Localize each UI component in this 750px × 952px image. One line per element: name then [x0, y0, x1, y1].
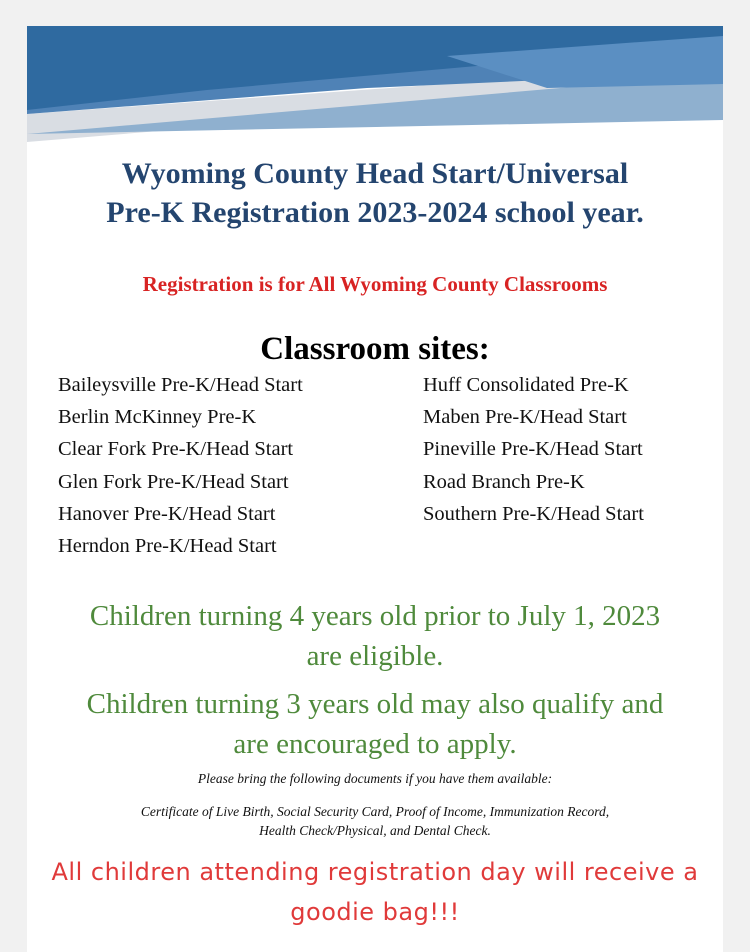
- goodie-bag-note: [27, 852, 723, 932]
- goodie-line: All children attending registration day will receive a: [51, 858, 699, 886]
- eligibility-age-4: [27, 596, 723, 676]
- site-item: Huff Consolidated Pre-K: [423, 374, 629, 396]
- flyer-page: [27, 26, 723, 952]
- site-item: Baileysville Pre-K/Head Start: [58, 374, 303, 396]
- registration-note: Registration is for All Wyoming County Classrooms: [142, 272, 608, 296]
- site-item: Road Branch Pre-K: [423, 470, 585, 493]
- site-item: Hanover Pre-K/Head Start: [58, 502, 276, 525]
- page-title: [27, 154, 723, 232]
- documents-intro: Please bring the following documents if you have them available:: [197, 771, 553, 786]
- site-item: Pineville Pre-K/Head Start: [423, 438, 643, 461]
- site-item: Maben Pre-K/Head Start: [423, 406, 627, 429]
- eligibility-line: Children turning 3 years old may also qualify and: [86, 688, 664, 720]
- documents-line: Health Check/Physical, and Dental Check.: [259, 823, 491, 838]
- site-item: Berlin McKinney Pre-K: [58, 406, 257, 429]
- site-item: Clear Fork Pre-K/Head Start: [58, 438, 294, 461]
- documents-list: [27, 802, 723, 840]
- documents-line: Certificate of Live Birth, Social Security Card, Proof of Income, Immunization Record,: [140, 804, 610, 819]
- title-line-2: Pre-K Registration 2023-2024 school year.: [106, 196, 644, 229]
- goodie-line: goodie bag!!!: [290, 898, 460, 926]
- site-item: Herndon Pre-K/Head Start: [58, 534, 277, 557]
- eligibility-line: Children turning 4 years old prior to July 1, 2023: [89, 600, 661, 632]
- title-line-1: Wyoming County Head Start/Universal: [121, 157, 629, 190]
- site-item: Southern Pre-K/Head Start: [423, 502, 644, 525]
- site-item: Glen Fork Pre-K/Head Start: [58, 470, 289, 493]
- sites-heading: Classroom sites:: [260, 331, 490, 367]
- eligibility-age-3: [27, 684, 723, 764]
- eligibility-line: are eligible.: [306, 640, 444, 672]
- sites-list-left: [58, 369, 303, 562]
- sites-list-right: [423, 369, 644, 530]
- header-banner: [27, 26, 723, 142]
- eligibility-line: are encouraged to apply.: [233, 728, 517, 760]
